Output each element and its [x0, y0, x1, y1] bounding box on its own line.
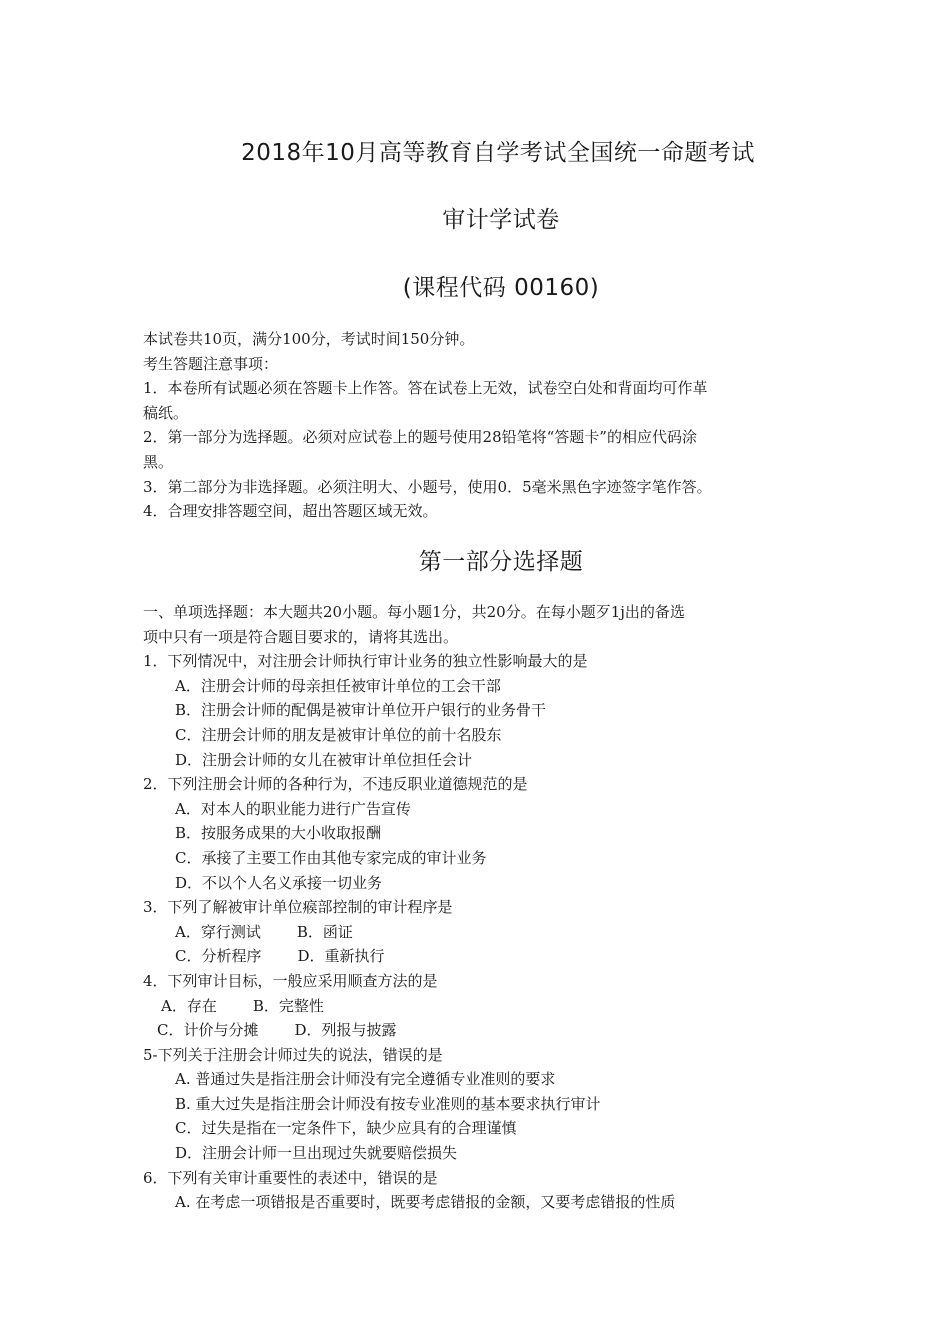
- option: B．完整性: [252, 996, 324, 1015]
- option: A．对本人的职业能力进行广告宣传: [175, 799, 411, 818]
- notes-item-continued: 稿纸。: [143, 403, 189, 422]
- option: B．函证: [296, 922, 353, 941]
- section-instruction-continued: 项中只有一项是符合题目要求的，请将其选出。: [143, 627, 459, 646]
- question-list: [143, 600, 810, 1215]
- question-stem: 2．下列注册会计师的各种行为，不违反职业道德规范的是: [143, 775, 528, 794]
- sub-title: 审计学试卷: [442, 207, 560, 233]
- option-row: [143, 944, 810, 969]
- option-row: [143, 994, 810, 1019]
- question-stem: 5-下列关于注册会计师过失的说法，错误的是: [143, 1045, 443, 1064]
- option: B. 重大过失是指注册会计师没有按专业准则的基本要求执行审计: [175, 1094, 601, 1113]
- option-row: [143, 1018, 810, 1043]
- section-instruction: 一、单项选择题：本大题共20小题。每小题1分，共20分。在每小题歹1j出的备选: [143, 603, 685, 621]
- option: A．存在: [161, 996, 217, 1015]
- option: C．计价与分摊: [157, 1021, 259, 1040]
- option: C．分析程序: [175, 947, 262, 966]
- question-stem: 6．下列有关审计重要性的表述中，错误的是: [143, 1168, 438, 1187]
- course-code: (课程代码 00160): [402, 275, 600, 301]
- option: A．穿行测试: [175, 922, 261, 941]
- question-stem: 4．下列审计目标，一般应采用顺查方法的是: [143, 971, 438, 990]
- option: D．列报与披露: [294, 1021, 397, 1040]
- section-title: 第一部分选择题: [418, 549, 584, 575]
- notes-item: 2．第一部分为选择题。必须对应试卷上的题号使用28铅笔将“答题卡”的相应代码涂: [143, 428, 697, 447]
- option: C．过失是指在一定条件下，缺少应具有的合理谨慎: [175, 1119, 517, 1138]
- main-title: 2018年10月高等教育自学考试全国统一命题考试: [241, 140, 755, 166]
- option: D．注册会计师一旦出现过失就要赔偿损失: [175, 1144, 458, 1163]
- question-stem: 1．下列情况中，对注册会计师执行审计业务的独立性影响最大的是: [143, 652, 588, 671]
- option: B．按服务成果的大小收取报酬: [175, 824, 382, 843]
- question-stem: 3．下列了解被审计单位瘊部控制的审计程序是: [143, 898, 453, 917]
- option: D．不以个人名义承接一切业务: [175, 873, 383, 892]
- option: C．注册会计师的朋友是被审计单位的前十名股东: [175, 725, 502, 744]
- exam-notes: [143, 327, 810, 524]
- notes-item: 4．合理安排答题空间，超出答题区域无效。: [143, 502, 438, 521]
- option: A. 在考虑一项错报是否重要时，既要考虑错报的金额，又要考虑错报的性质: [175, 1193, 676, 1212]
- notes-item-continued: 黑。: [143, 452, 174, 471]
- option: A．注册会计师的母亲担任被审计单位的工会干部: [175, 676, 501, 695]
- option: D．重新执行: [297, 947, 385, 966]
- notes-item: 1．本卷所有试题必须在答题卡上作答。答在试卷上无效，试卷空白处和背面均可作革: [143, 379, 708, 398]
- option: B．注册会计师的配偶是被审计单位开户银行的业务骨干: [175, 701, 547, 720]
- notes-line: 本试卷共10页，满分100分，考试时间150分钟。: [143, 330, 475, 348]
- option: A. 普通过失是指注册会计师没有完全遵循专业准则的要求: [175, 1070, 556, 1089]
- option-row: [143, 920, 810, 945]
- option: C．承接了主要工作由其他专家完成的审计业务: [175, 848, 487, 867]
- notes-heading: 考生答题注意事项：: [143, 354, 279, 373]
- option: D．注册会计师的女儿在被审计单位担任会计: [175, 750, 473, 769]
- notes-item: 3．第二部分为非选择题。必须注明大、小题号，使用0．5毫米黑色字迹签字笔作答。: [143, 477, 712, 496]
